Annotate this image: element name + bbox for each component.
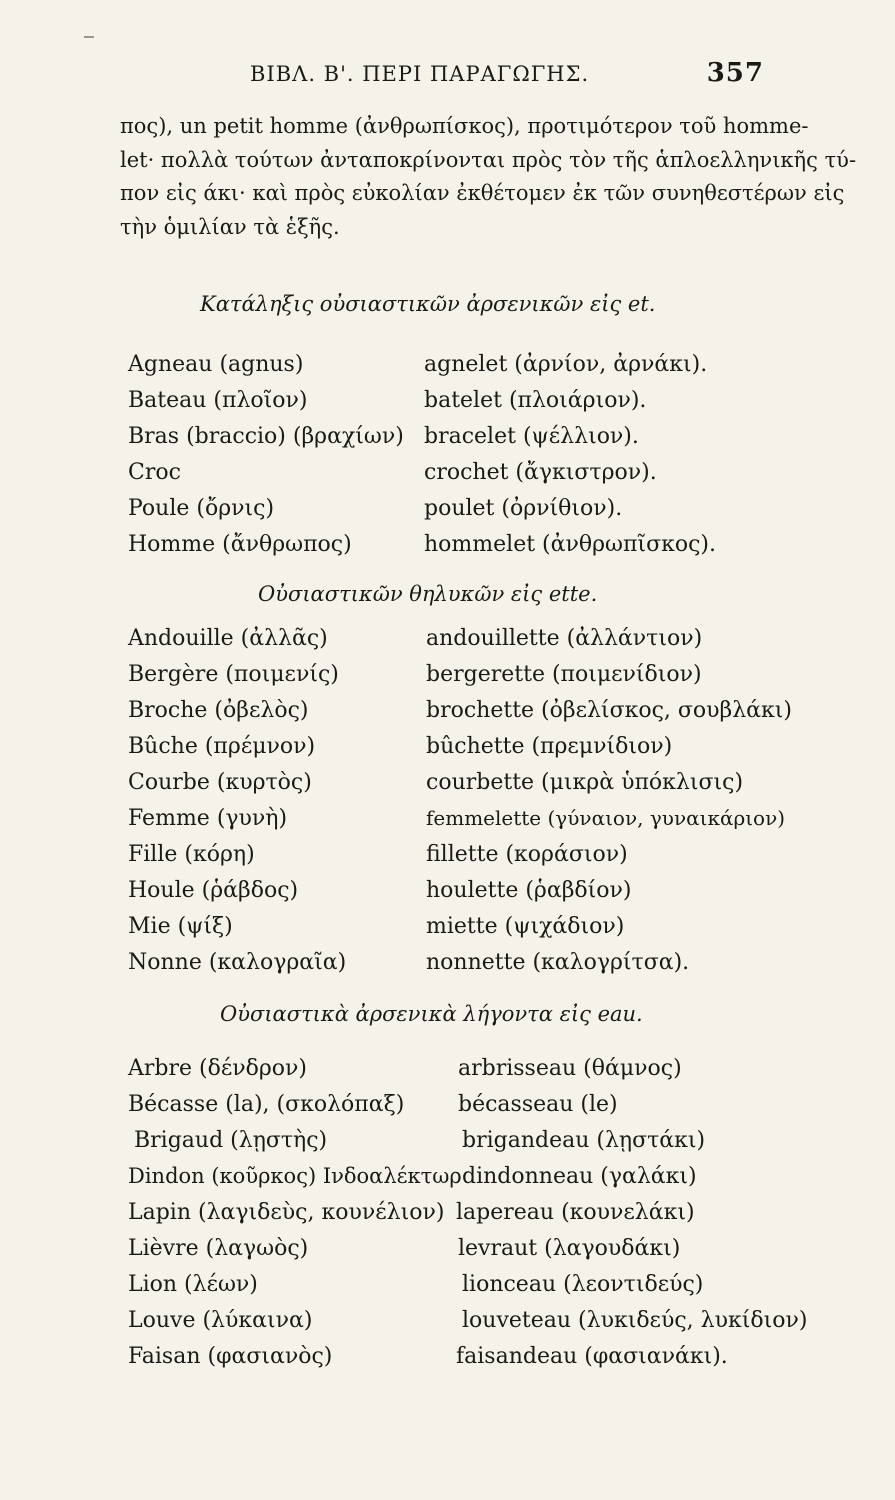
base-word: Broche (ὀβελὸς) xyxy=(128,698,309,723)
derived-word: lapereau (κουνελάκι) xyxy=(456,1200,695,1225)
intro-line: τὴν ὁμιλίαν τὰ ἑξῆς. xyxy=(120,214,340,239)
derived-word: louveteau (λυκιδεύς, λυκίδιον) xyxy=(462,1308,808,1333)
base-word: Houle (ῥάβδος) xyxy=(128,878,299,903)
page-number: 357 xyxy=(706,58,764,88)
base-word: Bûche (πρέμνον) xyxy=(128,734,316,759)
derived-word: bûchette (πρεμνίδιον) xyxy=(426,734,673,759)
section-title-eau: Οὐσιαστικὰ ἀρσενικὰ λήγοντα εἰς eau. xyxy=(220,1002,643,1026)
running-title: ΒΙΒΛ. Β'. ΠΕΡΙ ΠΑΡΑΓΩΓΗΣ. xyxy=(250,62,590,86)
base-word: Mie (ψίξ) xyxy=(128,914,233,939)
intro-line: let· πολλὰ τούτων ἀνταποκρίνονται πρὸς τὸν τῆς ἁπλοελληνικῆς τύ- xyxy=(120,147,857,172)
base-word: Croc xyxy=(128,460,181,485)
derived-word: crochet (ἄγκιστρον). xyxy=(424,460,657,485)
base-word: Faisan (φασιανὸς) xyxy=(128,1344,333,1369)
base-word: Dindon (κοῦρκος) Ινδοαλέκτωρ xyxy=(128,1164,462,1188)
base-word: Agneau (agnus) xyxy=(128,352,304,377)
base-word: Lapin (λαγιδεὺς, κουνέλιον) xyxy=(128,1200,445,1225)
derived-word: poulet (ὀρνίθιον). xyxy=(424,496,623,521)
base-word: Bateau (πλοῖον) xyxy=(128,388,308,413)
base-word: Bergère (ποιμενίς) xyxy=(128,662,339,687)
base-word: Lièvre (λαγωὸς) xyxy=(128,1236,309,1261)
derived-word: hommelet (ἀνθρωπῖσκος). xyxy=(424,532,716,557)
derived-word: brochette (ὀβελίσκος, σουβλάκι) xyxy=(426,698,792,723)
base-word: Courbe (κυρτὸς) xyxy=(128,770,312,795)
base-word: Homme (ἄνθρωπος) xyxy=(128,532,352,557)
derived-word: bracelet (ψέλλιον). xyxy=(424,424,639,449)
base-word: Femme (γυνὴ) xyxy=(128,806,288,831)
base-word: Poule (ὄρνις) xyxy=(128,496,275,521)
derived-word: agnelet (ἀρνίον, ἀρνάκι). xyxy=(424,352,708,377)
base-word: Bécasse (la), (σκολόπαξ) xyxy=(128,1092,405,1117)
intro-line: πος), un petit homme (ἀνθρωπίσκος), προτιμότερον τοῦ homme- xyxy=(120,114,809,138)
section-title-et: Κατάληξις οὐσιαστικῶν ἀρσενικῶν εἰς et. xyxy=(200,292,656,316)
derived-word: andouillette (ἀλλάντιον) xyxy=(426,626,703,651)
base-word: Louve (λύκαινα) xyxy=(128,1308,313,1333)
derived-word: fillette (κοράσιον) xyxy=(426,842,628,867)
derived-word: dindonneau (γαλάκι) xyxy=(462,1164,697,1189)
base-word: Lion (λέων) xyxy=(128,1272,258,1297)
derived-word: lionceau (λεοντιδεύς) xyxy=(462,1272,704,1297)
derived-word: bécasseau (le) xyxy=(458,1092,618,1117)
derived-word: femmelette (γύναιον, γυναικάριον) xyxy=(426,806,786,830)
derived-word: arbrisseau (θάμνος) xyxy=(458,1056,682,1081)
derived-word: courbette (μικρὰ ὑπόκλισις) xyxy=(426,770,744,795)
derived-word: miette (ψιχάδιον) xyxy=(426,914,625,939)
intro-line: πον εἰς άκι· καὶ πρὸς εὐκολίαν ἐκθέτομεν ἐκ τῶν συνηθεστέρων εἰς xyxy=(120,181,845,205)
section-title-ette: Οὐσιαστικῶν θηλυκῶν εἰς ette. xyxy=(258,582,598,606)
derived-word: bergerette (ποιμενίδιον) xyxy=(426,662,702,687)
derived-word: brigandeau (λῃστάκι) xyxy=(462,1128,706,1153)
intro-paragraph xyxy=(120,110,857,244)
base-word: Nonne (καλογραῖα) xyxy=(128,950,347,975)
base-word: Fille (κόρη) xyxy=(128,842,255,867)
derived-word: batelet (πλοιάριον). xyxy=(424,388,647,413)
base-word: Brigaud (λῃστὴς) xyxy=(134,1128,328,1153)
base-word: Bras (braccio) (βραχίων) xyxy=(128,424,404,449)
derived-word: nonnette (καλογρίτσα). xyxy=(426,950,690,975)
base-word: Andouille (ἀλλᾶς) xyxy=(128,626,328,651)
base-word: Arbre (δένδρον) xyxy=(128,1056,307,1081)
derived-word: levraut (λαγουδάκι) xyxy=(458,1236,681,1261)
margin-mark xyxy=(84,36,94,38)
derived-word: faisandeau (φασιανάκι). xyxy=(456,1344,728,1369)
derived-word: houlette (ῥαβδίον) xyxy=(426,878,632,903)
